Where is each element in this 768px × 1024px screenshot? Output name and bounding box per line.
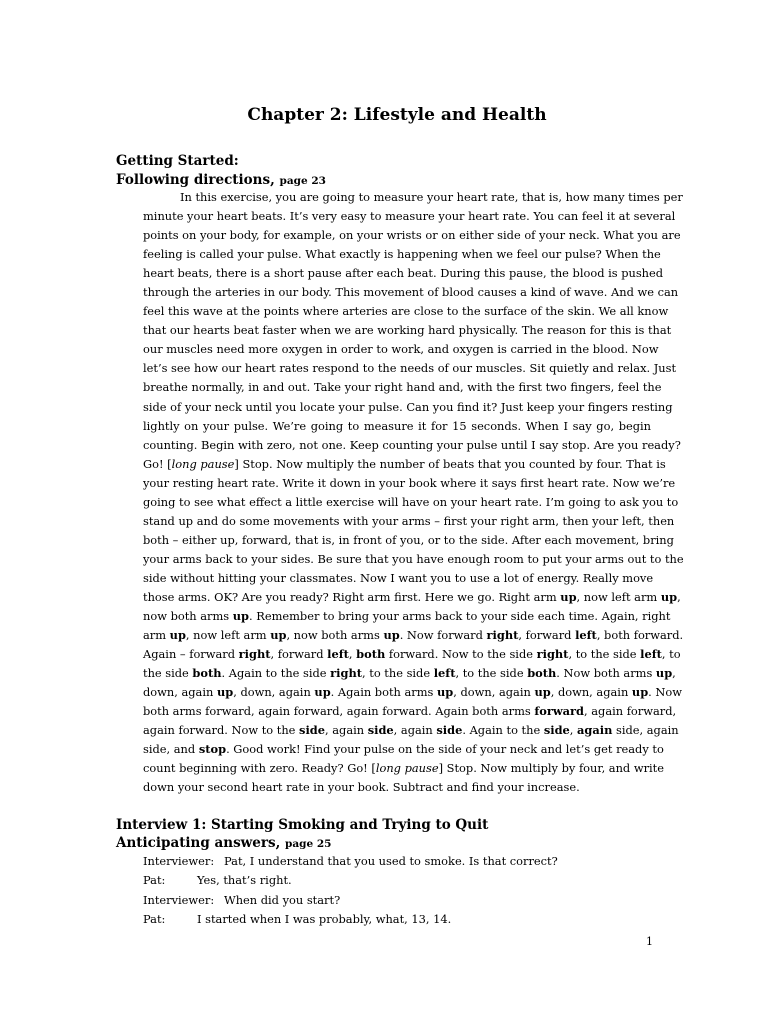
passage-line [143, 645, 681, 664]
bold-word: up [437, 685, 454, 700]
passage-line [143, 340, 659, 359]
text-run: both – either up, forward, that is, in front of you, or to the side. After each movement, bring [143, 532, 674, 547]
bold-word: side [436, 723, 463, 738]
subheading-label: Anticipating answers, [116, 835, 281, 851]
bold-word: both [527, 666, 557, 681]
text-run: side, and [143, 742, 199, 757]
passage-line [143, 283, 679, 302]
text-run: arm [143, 628, 170, 643]
passage-line [143, 759, 665, 778]
text-run: Again – forward [143, 647, 239, 662]
text-run: feel this wave at the points where arteries are close to the surface of the skin. We all know [143, 304, 669, 319]
text-run: , again [325, 723, 368, 738]
bold-word: up [655, 666, 673, 681]
text-run: , to the side [362, 666, 434, 681]
text-run: , to [661, 647, 681, 662]
bold-word: right [330, 666, 362, 681]
text-run: let’s see how our heart rates respond to the needs of our muscles. Sit quietly and relax. Just [143, 361, 677, 376]
text-run: , [569, 723, 578, 738]
page-number: 1 [646, 935, 653, 948]
passage-line [143, 474, 676, 493]
passage-line [143, 569, 654, 588]
bold-word: up [216, 685, 234, 700]
dialogue-line [143, 910, 558, 929]
text-run: your arms back to your sides. Be sure that you have enough room to put your arms out to the [143, 551, 684, 566]
bold-word: left [640, 647, 662, 662]
passage-line [143, 607, 671, 626]
bold-word: left [327, 647, 349, 662]
speaker-label: Pat: [143, 873, 166, 888]
text-run: our muscles need more oxygen in order to work, and oxygen is carried in the blood. Now [143, 342, 659, 357]
italic-note: long pause [171, 456, 235, 471]
bold-word: side [299, 723, 325, 738]
text-run: ] Stop. Now multiply by four, and write [438, 761, 665, 776]
passage-line [143, 778, 651, 797]
text-run: . Remember to bring your arms back to your side each time. Again, right [249, 609, 671, 624]
text-run: side, again [612, 723, 679, 738]
text-run: . Again both arms [330, 685, 437, 700]
text-run: , to the side [455, 666, 528, 681]
text-run: again forward. Now to the [143, 723, 300, 738]
text-run: those arms. OK? Are you ready? Right arm first. Here we go. Right arm [143, 589, 561, 604]
text-run: ] Stop. Now multiply the number of beats that you counted by four. That is [234, 456, 666, 471]
bold-word: up [660, 589, 678, 604]
bold-word: up [270, 628, 287, 643]
speaker-label: Interviewer: [143, 854, 215, 868]
text-run: , forward [518, 628, 576, 643]
text-run: . Good work! Find your pulse on the side of your neck and let’s get ready to [226, 742, 664, 757]
passage-line [143, 188, 683, 207]
chapter-title: Chapter 2: Lifestyle and Health [247, 105, 547, 125]
section-heading-getting-started: Getting Started: [116, 153, 239, 169]
text-run: the side [143, 666, 193, 681]
text-run: , down, again [233, 685, 315, 700]
passage-line [143, 664, 676, 683]
dialogue-text: I started when I was probably, what, 13, 14. [197, 911, 452, 926]
text-run: . Now [648, 685, 682, 700]
section-heading-interview-1: Interview 1: Starting Smoking and Trying to Quit [116, 817, 489, 833]
passage-line [143, 302, 669, 321]
text-run: Go! [ [143, 456, 172, 471]
passage-line [143, 436, 681, 455]
bold-word: up [232, 609, 250, 624]
text-run: , [672, 666, 676, 681]
text-run: , [677, 589, 681, 604]
bold-word: up [534, 685, 551, 700]
text-run: , now left arm [576, 589, 661, 604]
text-run: , again [393, 723, 437, 738]
bold-word: side [367, 723, 394, 738]
text-run: . Now forward [399, 628, 487, 643]
text-run: both arms forward, again forward, again forward. Again both arms [143, 704, 535, 719]
passage-line [143, 207, 676, 226]
passage-line [143, 512, 675, 531]
passage-line [143, 493, 679, 512]
passage-line [143, 702, 677, 721]
italic-note: long pause [375, 761, 439, 776]
subheading-label: Following directions, [116, 172, 275, 188]
text-run: , down, again [550, 685, 632, 700]
text-run: side of your neck until you locate your pulse. Can you find it? Just keep your fingers resting [143, 399, 673, 414]
passage-line [143, 721, 679, 740]
dialogue-text: When did you start? [224, 892, 341, 907]
text-run: counting. Begin with zero, not one. Keep counting your pulse until I say stop. Are you ready? [143, 437, 681, 452]
text-run: down, again [143, 685, 217, 700]
bold-word: right [536, 647, 569, 662]
bold-word: right [238, 647, 271, 662]
passage-line [143, 417, 651, 436]
text-run: , down, again [453, 685, 535, 700]
text-run: stand up and do some movements with your arms – first your right arm, then your left, then [143, 513, 675, 528]
bold-word: right [486, 628, 519, 643]
subheading-anticipating-answers [116, 834, 331, 854]
text-run: . Now both arms [556, 666, 656, 681]
text-run: , both forward. [596, 628, 684, 643]
passage-line [143, 588, 681, 607]
text-run: , [348, 647, 357, 662]
dialogue-text: Yes, that’s right. [197, 873, 292, 888]
text-run: down your second heart rate in your book. Subtract and find your increase. [143, 780, 580, 795]
text-run: , to the side [568, 647, 641, 662]
passage-line [143, 683, 682, 702]
passage-line [143, 550, 684, 569]
passage-line [143, 531, 674, 550]
passage-line [143, 359, 677, 378]
bold-word: again [577, 723, 613, 738]
page-reference: page 25 [285, 838, 332, 850]
text-run: , forward [270, 647, 328, 662]
passage-line [143, 245, 661, 264]
bold-word: up [314, 685, 331, 700]
text-run: feeling is called your pulse. What exactly is happening when we feel our pulse? When the [143, 247, 661, 262]
text-run: minute your heart beats. It’s very easy to measure your heart rate. You can feel it at several [143, 209, 676, 224]
text-run: forward. Now to the side [385, 647, 537, 662]
exercise-passage [143, 188, 684, 798]
text-run: through the arteries in our body. This movement of blood causes a kind of wave. And we can [143, 285, 679, 300]
passage-line [143, 740, 664, 759]
bold-word: up [169, 628, 186, 643]
passage-line [143, 398, 673, 417]
bold-word: side [543, 723, 570, 738]
passage-line [143, 226, 681, 245]
text-run: going to see what effect a little exercise will have on your heart rate. I’m going to ask you to [143, 494, 679, 509]
text-run: , again forward, [584, 704, 677, 719]
interview-dialogue [143, 852, 558, 929]
bold-word: forward [534, 704, 584, 719]
bold-word: both [356, 647, 386, 662]
text-run: heart beats, there is a short pause after each beat. During this pause, the blood is pushed [143, 266, 664, 281]
text-run: In this exercise, you are going to measure your heart rate, that is, how many times per [180, 190, 683, 204]
passage-line [143, 455, 666, 474]
dialogue-line [143, 871, 558, 890]
dialogue-text: Pat, I understand that you used to smoke. Is that correct? [224, 854, 558, 868]
bold-word: left [575, 628, 597, 643]
text-run: that our hearts beat faster when we are working hard physically. The reason for this is that [143, 323, 672, 338]
bold-word: up [631, 685, 649, 700]
text-run: , now left arm [185, 628, 271, 643]
bold-word: both [192, 666, 222, 681]
bold-word: left [433, 666, 456, 681]
dialogue-line [143, 891, 558, 910]
bold-word: up [383, 628, 400, 643]
text-run: breathe normally, in and out. Take your right hand and, with the first two fingers, feel the [143, 380, 662, 395]
text-run: now both arms [143, 609, 233, 624]
dialogue-line [143, 852, 558, 871]
text-run: your resting heart rate. Write it down in your book where it says first heart rate. Now we’re [143, 475, 676, 490]
speaker-label: Pat: [143, 911, 166, 926]
bold-word: up [560, 589, 577, 604]
text-run: . Again to the [462, 723, 544, 738]
passage-line [143, 626, 684, 645]
passage-line [143, 378, 662, 397]
text-run: , now both arms [286, 628, 384, 643]
passage-line [143, 264, 664, 283]
speaker-label: Interviewer: [143, 892, 215, 907]
page-reference: page 23 [279, 175, 326, 187]
text-run: . Again to the side [221, 666, 331, 681]
text-run: count beginning with zero. Ready? Go! [ [143, 761, 376, 776]
passage-line [143, 321, 672, 340]
text-run: points on your body, for example, on your wrists or on either side of your neck. What you are [143, 228, 681, 243]
text-run: lightly on your pulse. We’re going to measure it for 15 seconds. When I say go, begin [143, 418, 651, 433]
bold-word: stop [198, 742, 227, 757]
text-run: side without hitting your classmates. Now I want you to use a lot of energy. Really move [143, 570, 654, 585]
